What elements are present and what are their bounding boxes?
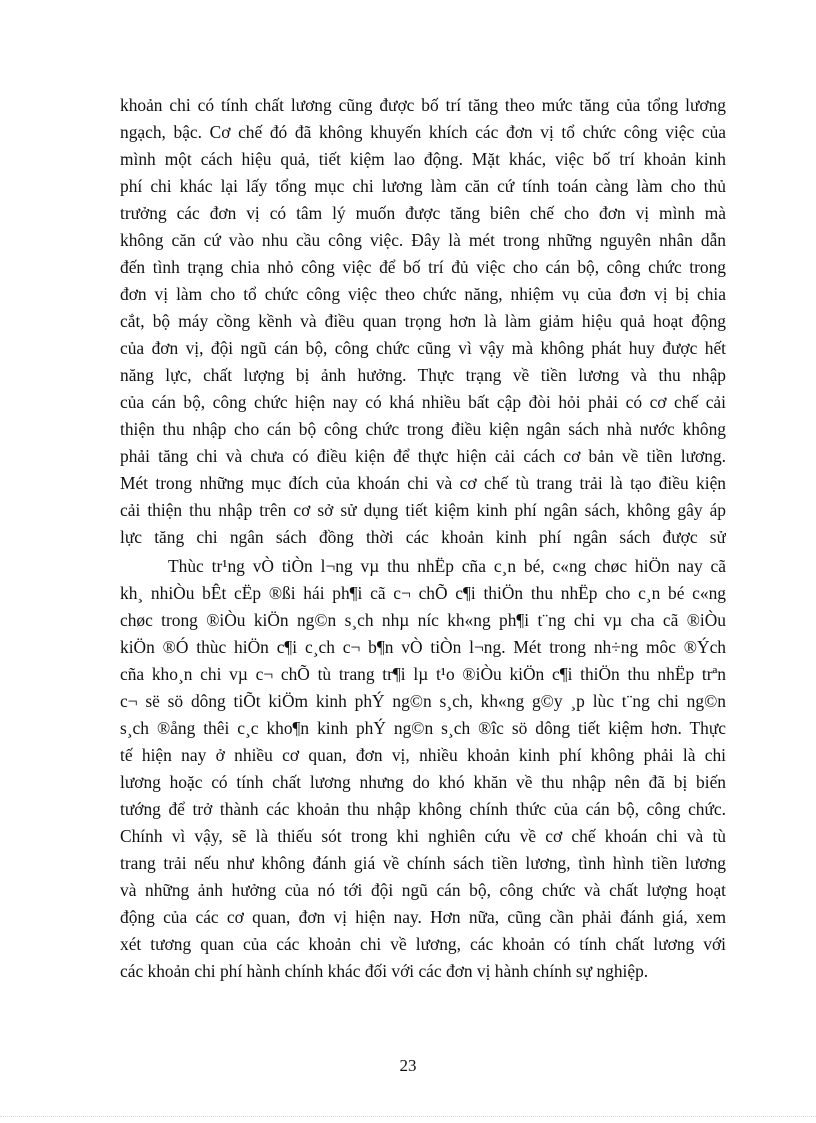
text-line: động của các cơ quan, đơn vị hiện nay. Hơn nữa, cũng cần phải đánh giá, xem (120, 907, 726, 927)
text-line: tế hiện nay ở nhiều cơ quan, đơn vị, nhiều khoản kinh phí không phải là chi (120, 745, 726, 765)
text-line: Thùc tr¹ng vÒ tiÒn l¬ng vµ thu nhËp cña c¸n bé, c«ng chøc hiÖn nay cã (168, 556, 726, 576)
text-line: của đơn vị, đội ngũ cán bộ, công chức cũng vì vậy mà không phát huy được hết (120, 338, 726, 358)
text-line: ngạch, bậc. Cơ chế đó đã không khuyến khích các đơn vị tổ chức công việc của (120, 122, 726, 142)
text-line: s¸ch ®ång thêi c¸c kho¶n kinh phÝ ng©n s¸ch ®îc sö dông tiết kiệm hơn. Thực (120, 718, 726, 738)
text-line: Chính vì vậy, sẽ là thiếu sót trong khi nghiên cứu về cơ chế khoán chi và tù (120, 826, 726, 846)
text-line: cải thiện thu nhập trên cơ sở sử dụng tiết kiệm kinh phí ngân sách, không gây áp (120, 500, 726, 520)
text-line: khoản chi có tính chất lương cũng được bố trí tăng theo mức tăng của tổng lương (120, 95, 726, 115)
text-line: cña kho¸n chi vµ c¬ chÕ tù trang tr¶i lµ t¹o ®iÒu kiÖn c¶i thiÖn thu nhËp trªn (120, 664, 726, 684)
text-line: đơn vị làm cho tổ chức công việc theo chức năng, nhiệm vụ của đơn vị bị chia (120, 284, 726, 304)
text-line: thiện thu nhập cho cán bộ công chức trong điều kiện ngân sách nhà nước không (120, 419, 726, 439)
text-line: các khoản chi phí hành chính khác đối với các đơn vị hành chính sự nghiệp. (120, 961, 649, 981)
text-line: mình một cách hiệu quả, tiết kiệm lao động. Mặt khác, việc bố trí khoản kinh (120, 149, 726, 169)
text-line: Mét trong những mục đích của khoán chi và cơ chế tù trang trải là tạo điều kiện (120, 473, 726, 493)
text-line: tướng để trở thành các khoản thu nhập không chính thức của cán bộ, công chức. (120, 799, 726, 819)
text-line: chøc trong ®iÒu kiÖn ng©n s¸ch nhµ níc kh«ng ph¶i t¨ng chi vµ cha cã ®iÒu (120, 610, 726, 630)
text-line: cắt, bộ máy cồng kềnh và điều quan trọng hơn là làm giảm hiệu quả hoạt động (120, 311, 726, 331)
text-line: trưởng các đơn vị có tâm lý muốn được tăng biên chế cho đơn vị mình mà (120, 203, 726, 223)
page-bottom-divider (0, 1116, 816, 1117)
text-line: không căn cứ vào nhu cầu công việc. Đây là mét trong những nguyên nhân dẫn (120, 230, 726, 250)
text-line: kh¸ nhiÒu bÊt cËp ®ßi hái ph¶i cã c¬ chÕ c¶i thiÖn thu nhËp cho c¸n bé c«ng (120, 583, 726, 603)
text-line: c¬ së sö dông tiÕt kiÖm kinh phÝ ng©n s¸ch, kh«ng g©y ¸p lùc t¨ng chi ng©n (120, 691, 726, 711)
paragraph-block-one (120, 92, 726, 551)
text-line: và những ảnh hưởng của nó tới đội ngũ cán bộ, công chức và chất lượng hoạt (120, 880, 726, 900)
paragraph-block-two (120, 553, 726, 985)
text-line: trang trải nếu như không đánh giá về chính sách tiền lương, tình hình tiền lương (120, 853, 726, 873)
text-line: xét tương quan của các khoản chi về lương, các khoản có tính chất lương với (120, 934, 726, 954)
text-line: đến tình trạng chia nhỏ công việc để bố trí đủ việc cho cán bộ, công chức trong (120, 257, 726, 277)
page-number: 23 (399, 1056, 417, 1075)
text-line: lương hoặc có tính chất lương nhưng do khó khăn về thu nhập nên đã bị biến (120, 772, 726, 792)
text-line: kiÖn ®Ó thùc hiÖn c¶i c¸ch c¬ b¶n vÒ tiÒn l¬ng. Mét trong nh÷ng môc ®Ých (120, 637, 726, 657)
text-line: phải tăng chi và chưa có điều kiện để thực hiện cải cách cơ bản về tiền lương. (120, 446, 726, 466)
text-line: của cán bộ, công chức hiện nay có khá nhiều bất cập đòi hỏi phải có cơ chế cải (120, 392, 726, 412)
text-line: lực tăng chi ngân sách đồng thời các khoản kinh phí ngân sách được sử (120, 527, 726, 547)
text-line: phí chi khác lại lấy tổng mục chi lương làm căn cứ tính toán càng làm cho thủ (120, 176, 726, 196)
text-line: năng lực, chất lượng bị ảnh hưởng. Thực trạng về tiền lương và thu nhập (120, 365, 726, 385)
